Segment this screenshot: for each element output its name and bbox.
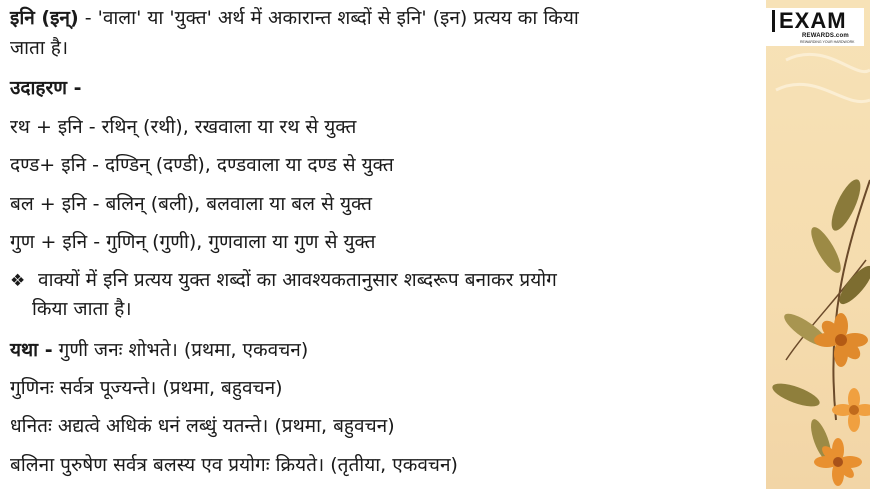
usage-sentence: गुणिनः सर्वत्र पूज्यन्ते। (प्रथमा, बहुवचन) <box>10 377 283 399</box>
diamond-bullet-icon: ❖ <box>10 271 26 291</box>
usage-sentence-line <box>10 453 458 477</box>
logo-tagline: REWARDING YOUR HARDWORK <box>800 40 855 44</box>
bullet-point-cont <box>32 297 132 321</box>
example-text: दण्ड+ इनि - दण्डिन् (दण्डी), दण्डवाला या दण्ड से युक्त <box>10 154 394 176</box>
bullet-text: वाक्यों में इनि प्रत्यय युक्त शब्दों का आवश्यकतानुसार शब्दरूप बनाकर प्रयोग <box>32 269 557 291</box>
usage-sentence: धनितः अद्यत्वे अधिकं धनं लब्धुं यतन्ते। (प्रथमा, बहुवचन) <box>10 415 395 437</box>
definition-line <box>10 6 579 30</box>
logo-sub-text: REWARDS.com <box>802 33 849 39</box>
example-item <box>10 153 394 177</box>
example-item <box>10 230 376 254</box>
usage-sentence-line <box>10 414 395 438</box>
exam-rewards-logo <box>766 8 864 46</box>
bullet-text-cont: किया जाता है। <box>32 298 132 320</box>
example-text: बल + इनि - बलिन् (बली), बलवाला या बल से युक्त <box>10 193 372 215</box>
usage-heading: यथा - <box>10 339 53 361</box>
definition-text: - 'वाला' या 'युक्त' अर्थ में अकारान्त शब्दों से इनि' (इन) प्रत्यय का किया <box>78 7 579 29</box>
definition-line-cont <box>10 36 68 60</box>
example-text: गुण + इनि - गुणिन् (गुणी), गुणवाला या गुण से युक्त <box>10 231 376 253</box>
examples-heading-text: उदाहरण - <box>10 77 82 99</box>
usage-sentence: बलिना पुरुषेण सर्वत्र बलस्य एव प्रयोगः क्रियते। (तृतीया, एकवचन) <box>10 454 458 476</box>
bullet-point <box>10 268 557 293</box>
example-text: रथ + इनि - रथिन् (रथी), रखवाला या रथ से युक्त <box>10 116 357 138</box>
definition-term: इनि (इन्) <box>10 7 79 29</box>
example-item <box>10 192 372 216</box>
usage-sentence-line <box>10 376 283 400</box>
logo-main-text: EXAM <box>772 10 847 32</box>
usage-sentence: गुणी जनः शोभते। (प्रथमा, एकवचन) <box>52 339 309 361</box>
example-item <box>10 115 356 139</box>
examples-heading <box>10 76 82 100</box>
usage-heading-line <box>10 338 308 362</box>
floral-decoration-panel <box>766 0 870 489</box>
floral-illustration <box>766 0 870 489</box>
definition-text-cont: जाता है। <box>10 37 69 59</box>
